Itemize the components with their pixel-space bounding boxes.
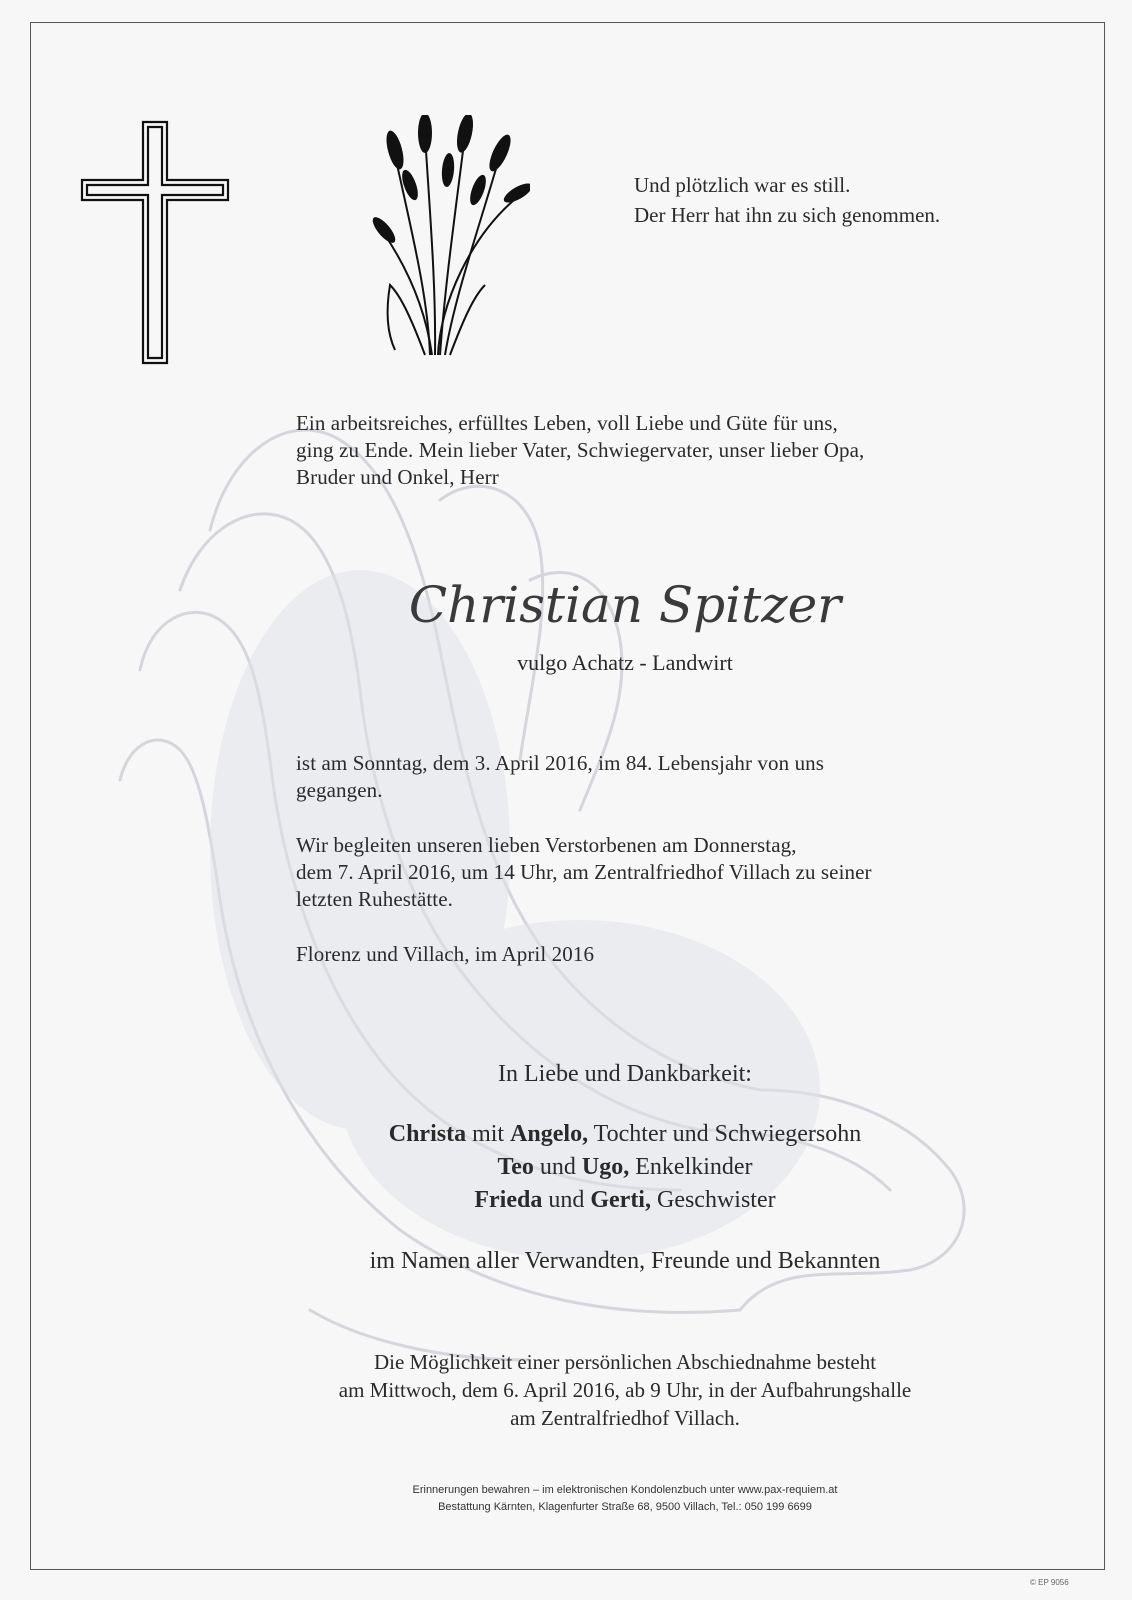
footer-line: Bestattung Kärnten, Klagenfurter Straße 68, 9500 Villach, Tel.: 050 199 6699 xyxy=(438,1501,812,1513)
intro-paragraph xyxy=(296,410,864,491)
family-relation: Geschwister xyxy=(650,1187,776,1213)
place-date: Florenz und Villach, im April 2016 xyxy=(296,942,595,966)
thanks-heading: In Liebe und Dankbarkeit: xyxy=(498,1061,752,1087)
family-row xyxy=(118,1184,1132,1217)
family-row xyxy=(118,1151,1132,1184)
family-name: Teo xyxy=(497,1154,534,1180)
text-line: am Zentralfriedhof Villach. xyxy=(510,1406,740,1430)
text-line: Die Möglichkeit einer persönlichen Abschiednahme besteht xyxy=(373,1350,877,1374)
text-line: gegangen. xyxy=(296,778,383,802)
family-row xyxy=(118,1118,1132,1151)
text-line: ist am Sonntag, dem 3. April 2016, im 84. Lebensjahr von uns xyxy=(296,751,825,775)
text-line: Wir begleiten unseren lieben Verstorbenen am Donnerstag, xyxy=(296,833,797,857)
text-line: letzten Ruhestätte. xyxy=(296,887,454,911)
funeral-paragraph xyxy=(296,832,872,913)
form-code: © EP 9056 xyxy=(1030,1578,1069,1587)
family-relation: Tochter und Schwiegersohn xyxy=(588,1121,862,1147)
footer xyxy=(0,1482,1132,1516)
family-list xyxy=(0,1118,1132,1217)
cross-icon xyxy=(80,120,230,365)
deceased-subtitle: vulgo Achatz - Landwirt xyxy=(517,650,733,675)
family-name: Angelo, xyxy=(510,1121,589,1147)
verse-line: Und plötzlich war es still. xyxy=(634,173,851,197)
text-line: am Mittwoch, dem 6. April 2016, ab 9 Uhr, in der Aufbahrungshalle xyxy=(338,1378,912,1402)
verse-line: Der Herr hat ihn zu sich genommen. xyxy=(634,203,941,227)
relatives-line: im Namen aller Verwandten, Freunde und Bekannten xyxy=(369,1248,881,1274)
family-name: Christa xyxy=(388,1121,467,1147)
visitation-paragraph xyxy=(0,1348,1132,1432)
family-joiner: mit xyxy=(466,1121,511,1147)
family-name: Frieda xyxy=(474,1187,543,1213)
text-line: ging zu Ende. Mein lieber Vater, Schwiegervater, unser lieber Opa, xyxy=(296,438,865,462)
family-name: Ugo, xyxy=(581,1154,630,1180)
footer-line: Erinnerungen bewahren – im elektronischen Kondolenzbuch unter www.pax-requiem.at xyxy=(412,1484,838,1496)
wheat-icon xyxy=(370,115,530,360)
text-line: Bruder und Onkel, Herr xyxy=(296,465,499,489)
text-line: dem 7. April 2016, um 14 Uhr, am Zentralfriedhof Villach zu seiner xyxy=(296,860,872,884)
family-name: Gerti, xyxy=(590,1187,651,1213)
death-paragraph xyxy=(296,750,824,804)
family-relation: Enkelkinder xyxy=(629,1154,753,1180)
family-joiner: und xyxy=(533,1154,582,1180)
family-joiner: und xyxy=(542,1187,591,1213)
deceased-name: Christian Spitzer xyxy=(408,576,842,634)
text-line: Ein arbeitsreiches, erfülltes Leben, voll Liebe und Güte für uns, xyxy=(296,411,838,435)
verse xyxy=(634,170,940,230)
